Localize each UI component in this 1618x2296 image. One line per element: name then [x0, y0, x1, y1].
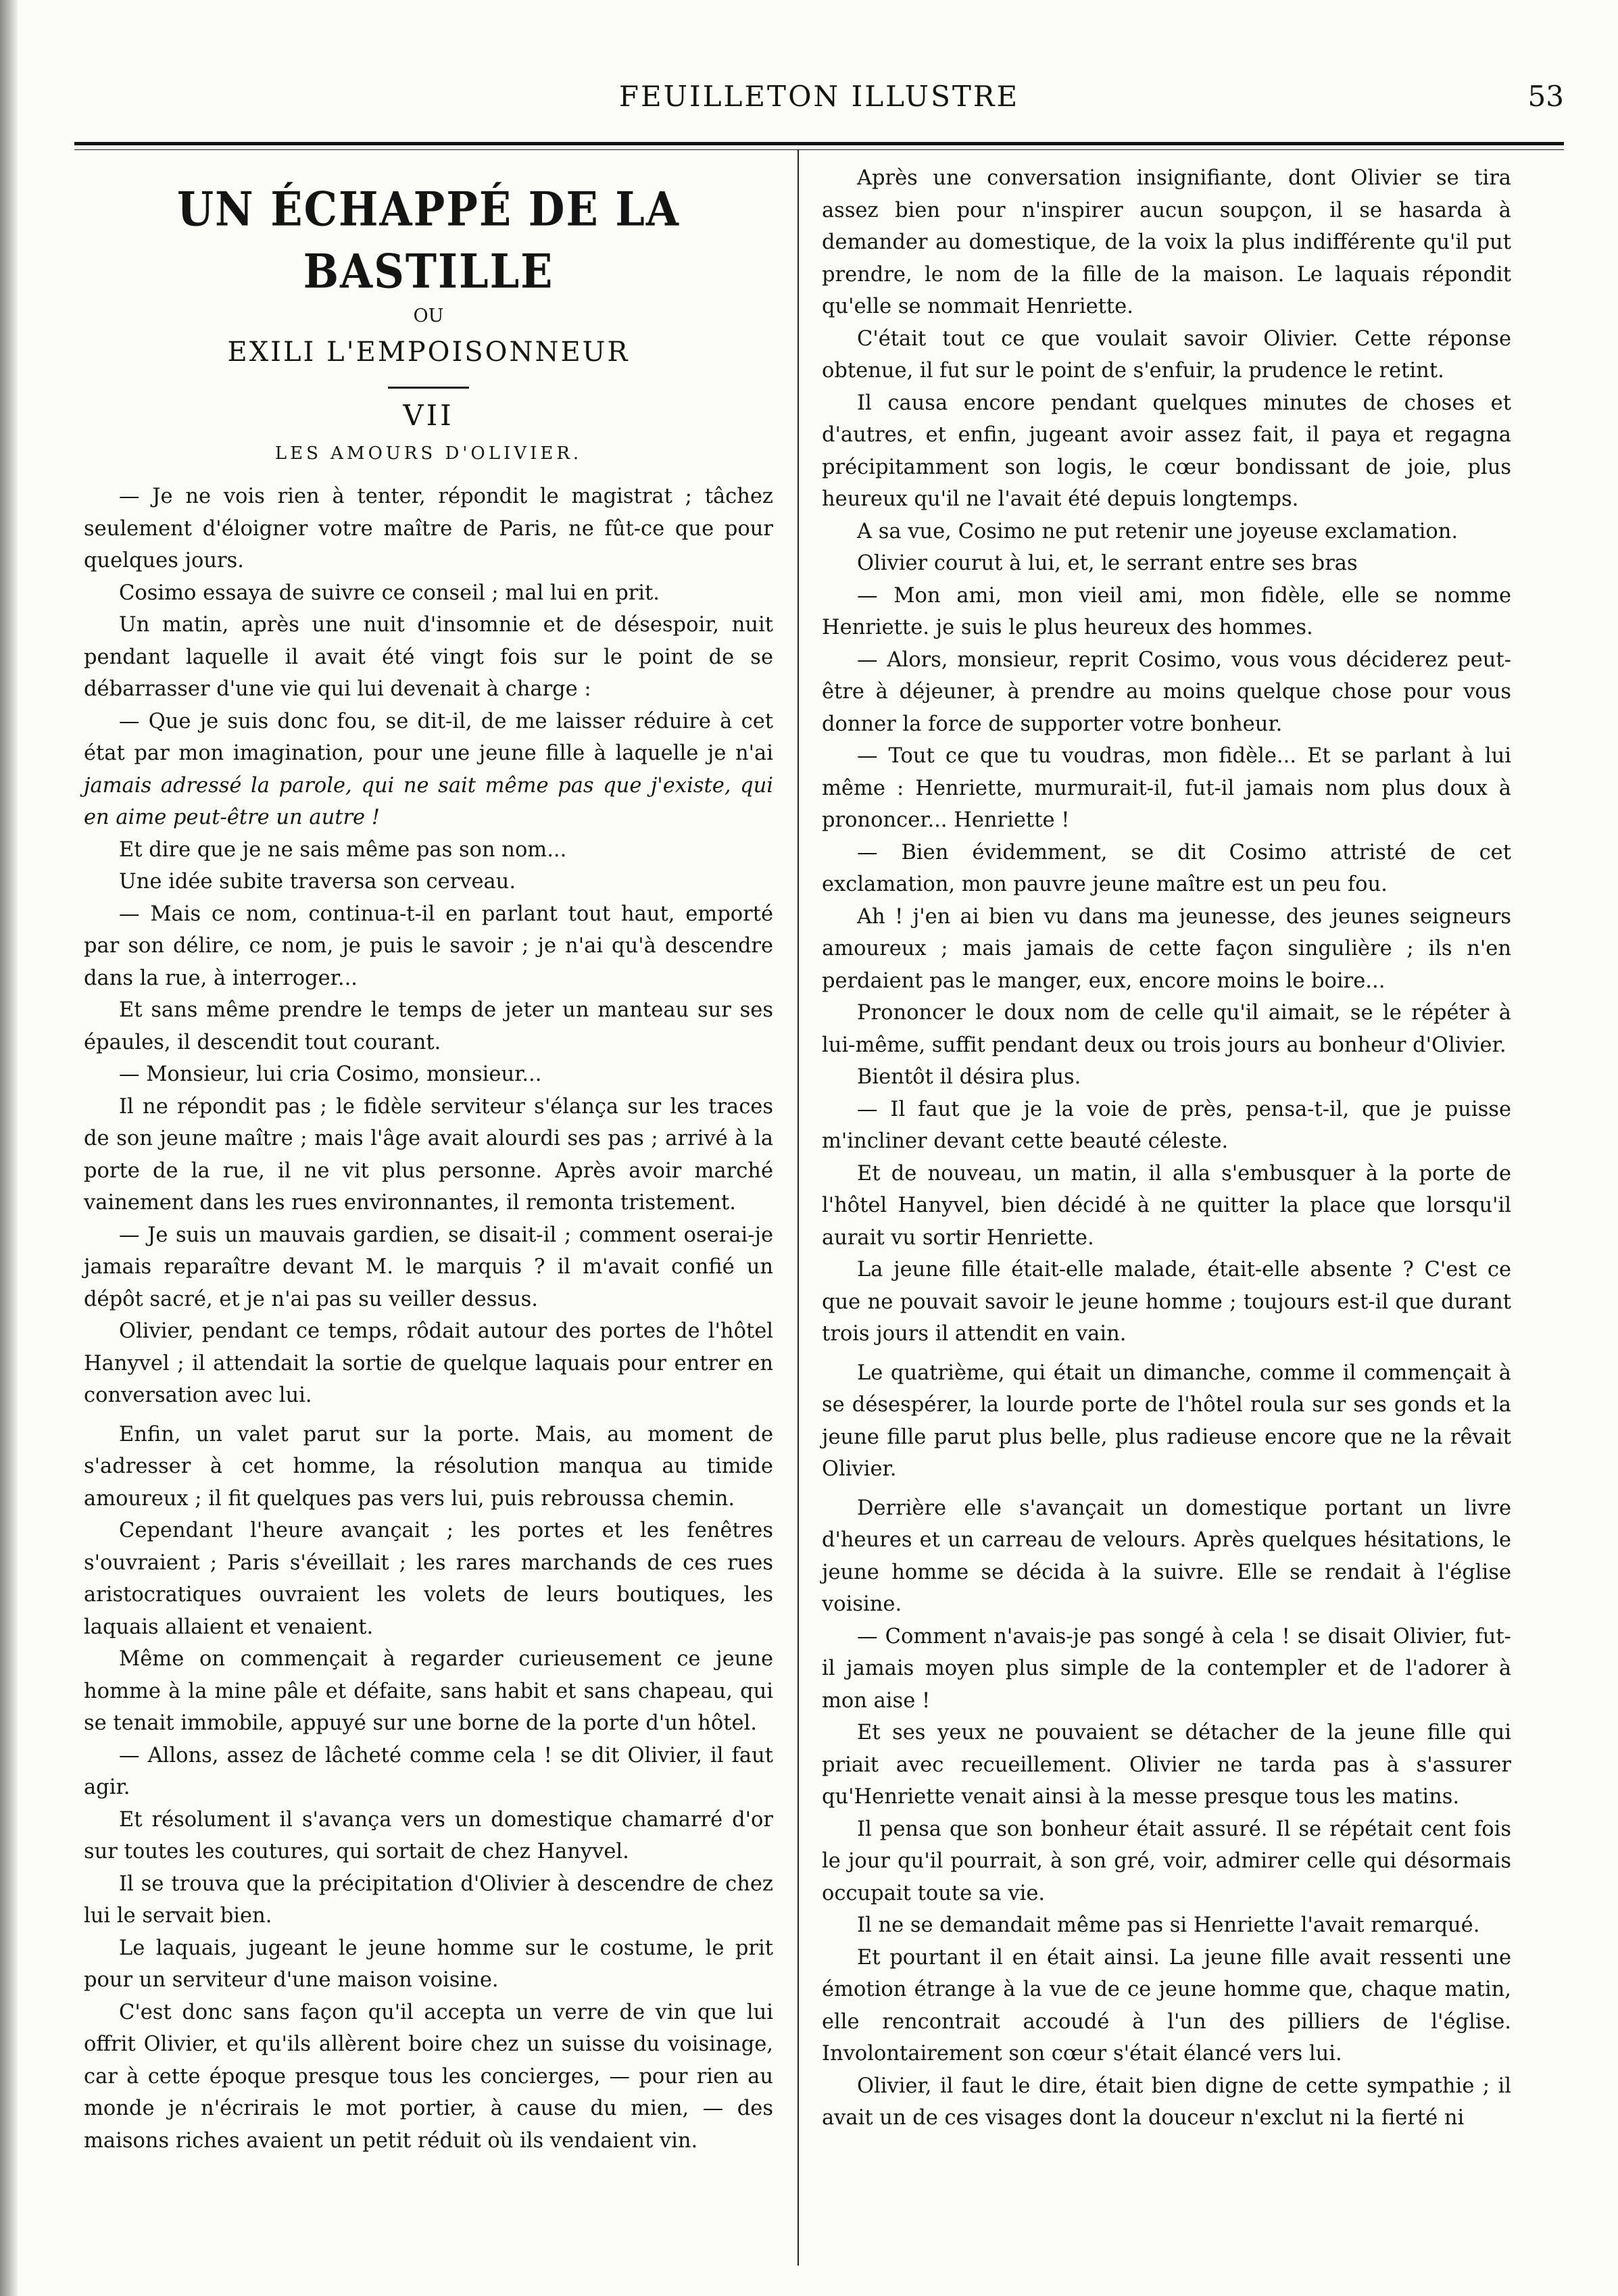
paragraph: — Bien évidemment, se dit Cosimo attristé de cet exclamation, mon pauvre jeune maître est un peu fou.: [822, 840, 1511, 896]
paragraph: Et résolument il s'avança vers un domestique chamarré d'or sur toutes les coutures, qui sortait de chez Hanyvel.: [84, 1807, 773, 1863]
paragraph: — Alors, monsieur, reprit Cosimo, vous vous déciderez peut-être à déjeuner, à prendre au moins quelque chose pour vous donner la force de supporter votre bonheur.: [822, 648, 1511, 736]
paragraph: Olivier, pendant ce temps, rôdait autour des portes de l'hôtel Hanyvel ; il attendait la sortie de quelque laquais pour entrer en conversation avec lui.: [84, 1319, 773, 1407]
paragraph: Il se trouva que la précipitation d'Olivier à descendre de chez lui le servait bien.: [84, 1872, 773, 1928]
chapter-title: LES AMOURS D'OLIVIER.: [274, 443, 583, 464]
paragraph: [84, 706, 773, 834]
paragraph: — Mon ami, mon vieil ami, mon fidèle, elle se nomme Henriette. je suis le plus heureux des hommes.: [822, 583, 1511, 639]
left-column: [84, 162, 773, 2157]
paragraph: Enfin, un valet parut sur la porte. Mais, au moment de s'adresser à cet homme, la résolution manqua au timide amoureux ; il fit quelques pas vers lui, puis rebroussa chemin.: [84, 1422, 773, 1511]
paragraph: Cosimo essaya de suivre ce conseil ; mal lui en prit.: [119, 581, 660, 605]
paragraph: Même on commençait à regarder curieusement ce jeune homme à la mine pâle et défaite, sans habit et sans chapeau, qui se tenait immobile, appuyé sur une borne de la porte d'un hôtel.: [84, 1647, 773, 1735]
paragraph: — Je suis un mauvais gardien, se disait-il ; comment oserai-je jamais reparaître devant M. le marquis ? il m'avait confié un dépôt sacré, et je n'ai pas su veiller dessus.: [84, 1223, 773, 1311]
title-rule: [388, 387, 469, 389]
paragraph: Olivier courut à lui, et, le serrant entre ses bras: [857, 552, 1358, 575]
paragraph: Il causa encore pendant quelques minutes de choses et d'autres, et enfin, jugeant avoir assez fait, il paya et regagna précipitamment son logis, le cœur bondissant de joie, plus heureux qu'il ne l'avait été depuis longtemps.: [822, 391, 1511, 511]
right-column: [822, 162, 1511, 2134]
paragraph: Ah ! j'en ai bien vu dans ma jeunesse, des jeunes seigneurs amoureux ; mais jamais de cette façon singulière ; ils n'en perdaient pas le manger, eux, encore moins le boire...: [822, 904, 1511, 993]
paragraph: Et sans même prendre le temps de jeter un manteau sur ses épaules, il descendit tout courant.: [84, 998, 773, 1054]
page-number: 53: [1527, 80, 1564, 113]
running-title: FEUILLETON ILLUSTRE: [618, 80, 1020, 113]
paragraph: Prononcer le doux nom de celle qu'il aimait, se le répéter à lui-même, suffit pendant deux ou trois jours au bonheur d'Olivier.: [822, 1001, 1511, 1057]
paragraph: C'était tout ce que voulait savoir Olivier. Cette réponse obtenue, il fut sur le point de s'enfuir, la prudence le retint.: [822, 326, 1511, 383]
paragraph: Cependant l'heure avançait ; les portes et les fenêtres s'ouvraient ; Paris s'éveillait ; les rares marchands de ces rues aristocratiques ouvraient les volets de leurs boutiques, les laquais allaient et venaient.: [84, 1519, 773, 1639]
paragraph: — Comment n'avais-je pas songé à cela ! se disait Olivier, fut-il jamais moyen plus simple de la contempler et de l'adorer à mon aise !: [822, 1624, 1511, 1713]
paragraph: Il pensa que son bonheur était assuré. Il se répétait cent fois le jour qu'il pourrait, à son gré, voir, admirer celle qui désormais occupait toute sa vie.: [822, 1817, 1511, 1905]
chapter-number: VII: [403, 399, 454, 432]
paragraph: Un matin, après une nuit d'insomnie et de désespoir, nuit pendant laquelle il avait été vingt fois sur le point de se débarrasser d'une vie qui lui devenait à charge :: [84, 613, 773, 701]
paragraph-italic: jamais adressé la parole, qui ne sait même pas que j'existe, qui en aime peut-être un autre !: [84, 773, 773, 829]
paragraph: C'est donc sans façon qu'il accepta un verre de vin que lui offrit Olivier, et qu'ils allèrent boire chez un suisse du voisinage, car à cette époque presque tous les concierges, — pour rien au monde je n'écrirais le mot portier, à cause du mien, — des maisons riches avaient un petit réduit où ils vendaient vin.: [84, 2000, 773, 2153]
story-title-block: [84, 181, 773, 471]
paragraph: Olivier, il faut le dire, était bien digne de cette sympathie ; il avait un de ces visages dont la douceur n'exclut ni la fierté ni: [822, 2074, 1511, 2130]
paragraph-text: — Que je suis donc fou, se dit-il, de me laisser réduire à cet état par mon imagination, pour une jeune fille à laquelle je n'ai: [84, 709, 773, 765]
column-rule: [798, 150, 799, 2266]
paragraph: Derrière elle s'avançait un domestique portant un livre d'heures et un carreau de velours. Après quelques hésitations, le jeune homme se décida à la suivre. Elle se rendait à l'église voisine.: [822, 1496, 1511, 1616]
story-title: UN ÉCHAPPÉ DE LA BASTILLE: [176, 181, 680, 299]
paragraph: Il ne répondit pas ; le fidèle serviteur s'élança sur les traces de son jeune maître ; mais l'âge avait alourdi ses pas ; arrivé à la porte de la rue, il ne vit plus personne. Après avoir marché vainement dans les rues environnantes, il remonta tristement.: [84, 1094, 773, 1215]
paragraph: — Mais ce nom, continua-t-il en parlant tout haut, emporté par son délire, ce nom, je puis le savoir ; je n'ai qu'à descendre dans la rue, à interroger...: [84, 902, 773, 990]
paragraph: Il ne se demandait même pas si Henriette l'avait remarqué.: [857, 1913, 1480, 1937]
paragraph: Après une conversation insignifiante, dont Olivier se tira assez bien pour n'inspirer aucun soupçon, il se hasarda à demander au domestique, de la voix la plus indifférente qu'il put prendre, le nom de la fille de la maison. Le laquais répondit qu'elle se nommait Henriette.: [822, 166, 1511, 318]
story-title-ou: OU: [413, 306, 444, 326]
paragraph: Bientôt il désira plus.: [857, 1065, 1081, 1089]
paragraph: La jeune fille était-elle malade, était-elle absente ? C'est ce que ne pouvait savoir le jeune homme ; toujours est-il que durant trois jours il attendit en vain.: [822, 1258, 1511, 1346]
scan-edge: [0, 0, 18, 2296]
story-subtitle: EXILI L'EMPOISONNEUR: [227, 337, 630, 368]
paragraph: A sa vue, Cosimo ne put retenir une joyeuse exclamation.: [857, 519, 1458, 543]
paragraph: Et dire que je ne sais même pas son nom...: [119, 837, 567, 862]
paragraph: — Allons, assez de lâcheté comme cela ! se dit Olivier, il faut agir.: [84, 1743, 773, 1799]
paragraph: Et ses yeux ne pouvaient se détacher de la jeune fille qui priait avec recueillement. Olivier ne tarda pas à s'assurer qu'Henriette venait ainsi à la messe presque tous les matins.: [822, 1721, 1511, 1809]
header-rule: [74, 142, 1564, 150]
paragraph: — Tout ce que tu voudras, mon fidèle... Et se parlant à lui même : Henriette, murmurait-il, fut-il jamais nom plus doux à prononcer... Henriette !: [822, 744, 1511, 832]
paragraph: Le laquais, jugeant le jeune homme sur le costume, le prit pour un serviteur d'une maison voisine.: [84, 1936, 773, 1992]
paragraph: — Je ne vois rien à tenter, répondit le magistrat ; tâchez seulement d'éloigner votre maître de Paris, ne fût-ce que pour quelques jours.: [84, 485, 773, 572]
paragraph: — Monsieur, lui cria Cosimo, monsieur...: [119, 1062, 542, 1086]
paragraph: Et pourtant il en était ainsi. La jeune fille avait ressenti une émotion étrange à la vue de ce jeune homme que, chaque matin, elle rencontrait accoudé à l'un des pilliers de l'église. Involontairement son cœur s'était élancé vers lui.: [822, 1945, 1511, 2066]
paragraph: — Il faut que je la voie de près, pensa-t-il, que je puisse m'incliner devant cette beauté céleste.: [822, 1097, 1511, 1153]
paragraph: Et de nouveau, un matin, il alla s'embusquer à la porte de l'hôtel Hanyvel, bien décidé à ne quitter la place que lorsqu'il aurait vu sortir Henriette.: [822, 1161, 1511, 1250]
paragraph: Une idée subite traversa son cerveau.: [119, 870, 516, 894]
paragraph: Le quatrième, qui était un dimanche, comme il commençait à se désespérer, la lourde porte de l'hôtel roula sur ses gonds et la jeune fille parut plus belle, plus radieuse encore que ne la rêvait Olivier.: [822, 1361, 1511, 1481]
page-header: [74, 80, 1564, 134]
